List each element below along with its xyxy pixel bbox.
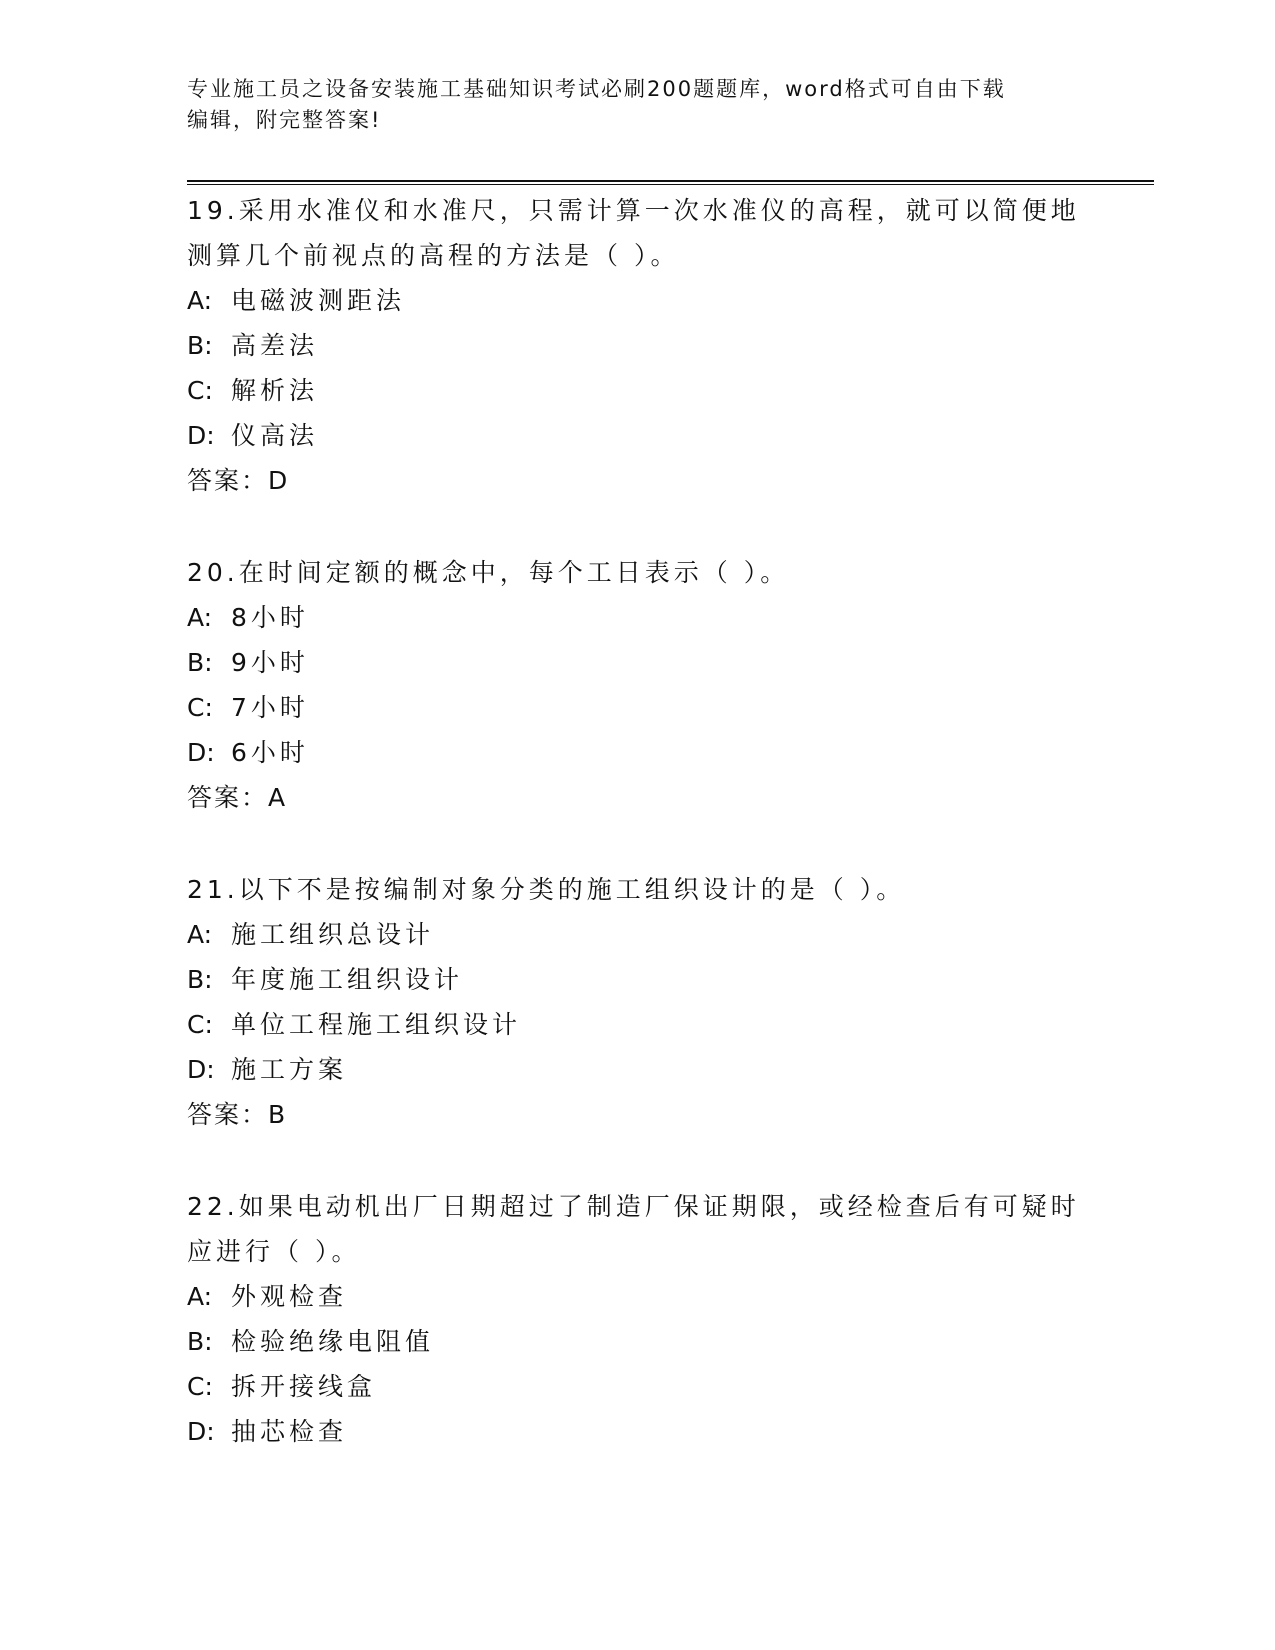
question-text: 20.在时间定额的概念中，每个工日表示（ ）。 — [187, 558, 790, 587]
question-block — [187, 1184, 1087, 1454]
option-row — [187, 957, 1087, 1002]
option-row — [187, 640, 1087, 685]
header-line-2: 编辑，附完整答案! — [187, 108, 382, 132]
option-text: 9小时 — [231, 648, 309, 677]
option-key: A: — [187, 1282, 213, 1311]
option-key: B: — [187, 965, 213, 994]
option-row — [187, 912, 1087, 957]
option-row — [187, 685, 1087, 730]
question-block — [187, 867, 1087, 1137]
option-text: 施工组织总设计 — [231, 920, 435, 949]
option-key: B: — [187, 331, 213, 360]
question-block — [187, 188, 1087, 503]
option-key: D: — [187, 421, 215, 450]
question-text: 21.以下不是按编制对象分类的施工组织设计的是（ ）。 — [187, 875, 906, 904]
answer-text: 答案：A — [187, 783, 288, 812]
option-key: C: — [187, 376, 213, 405]
option-row — [187, 1409, 1087, 1454]
option-row — [187, 730, 1087, 775]
question-block — [187, 550, 1087, 820]
option-key: C: — [187, 1372, 213, 1401]
option-text: 解析法 — [231, 376, 319, 405]
option-key: C: — [187, 1010, 213, 1039]
question-list — [187, 188, 1087, 1501]
option-key: A: — [187, 920, 213, 949]
option-text: 外观检查 — [231, 1282, 348, 1311]
option-row — [187, 368, 1087, 413]
option-text: 单位工程施工组织设计 — [231, 1010, 522, 1039]
option-key: C: — [187, 693, 213, 722]
option-key: D: — [187, 738, 215, 767]
option-row — [187, 278, 1087, 323]
option-text: 年度施工组织设计 — [231, 965, 464, 994]
question-text: 22.如果电动机出厂日期超过了制造厂保证期限，或经检查后有可疑时 — [187, 1192, 1080, 1221]
option-text: 拆开接线盒 — [231, 1372, 377, 1401]
option-key: A: — [187, 603, 213, 632]
option-row — [187, 595, 1087, 640]
option-row — [187, 1002, 1087, 1047]
option-text: 7小时 — [231, 693, 309, 722]
answer-text: 答案：B — [187, 1100, 288, 1129]
option-row — [187, 1047, 1087, 1092]
option-text: 8小时 — [231, 603, 309, 632]
option-row — [187, 1364, 1087, 1409]
option-text: 抽芯检查 — [231, 1417, 348, 1446]
question-text: 应进行（ ）。 — [187, 1237, 361, 1266]
answer-text: 答案：D — [187, 466, 290, 495]
option-row — [187, 1319, 1087, 1364]
option-text: 6小时 — [231, 738, 309, 767]
option-key: D: — [187, 1417, 215, 1446]
document-header — [187, 74, 1067, 136]
option-text: 电磁波测距法 — [231, 286, 406, 315]
option-text: 施工方案 — [231, 1055, 348, 1084]
option-text: 仪高法 — [231, 421, 319, 450]
option-key: B: — [187, 648, 213, 677]
question-text: 19.采用水准仪和水准尺，只需计算一次水准仪的高程，就可以简便地 — [187, 196, 1080, 225]
header-line-1: 专业施工员之设备安装施工基础知识考试必刷200题题库，word格式可自由下载 — [187, 77, 1006, 101]
question-text: 测算几个前视点的高程的方法是（ ）。 — [187, 241, 680, 270]
option-key: B: — [187, 1327, 213, 1356]
option-key: A: — [187, 286, 213, 315]
option-row — [187, 1274, 1087, 1319]
header-divider-thick — [187, 180, 1154, 182]
header-divider-thin — [187, 184, 1154, 185]
option-row — [187, 323, 1087, 368]
option-row — [187, 413, 1087, 458]
option-key: D: — [187, 1055, 215, 1084]
option-text: 高差法 — [231, 331, 319, 360]
option-text: 检验绝缘电阻值 — [231, 1327, 435, 1356]
